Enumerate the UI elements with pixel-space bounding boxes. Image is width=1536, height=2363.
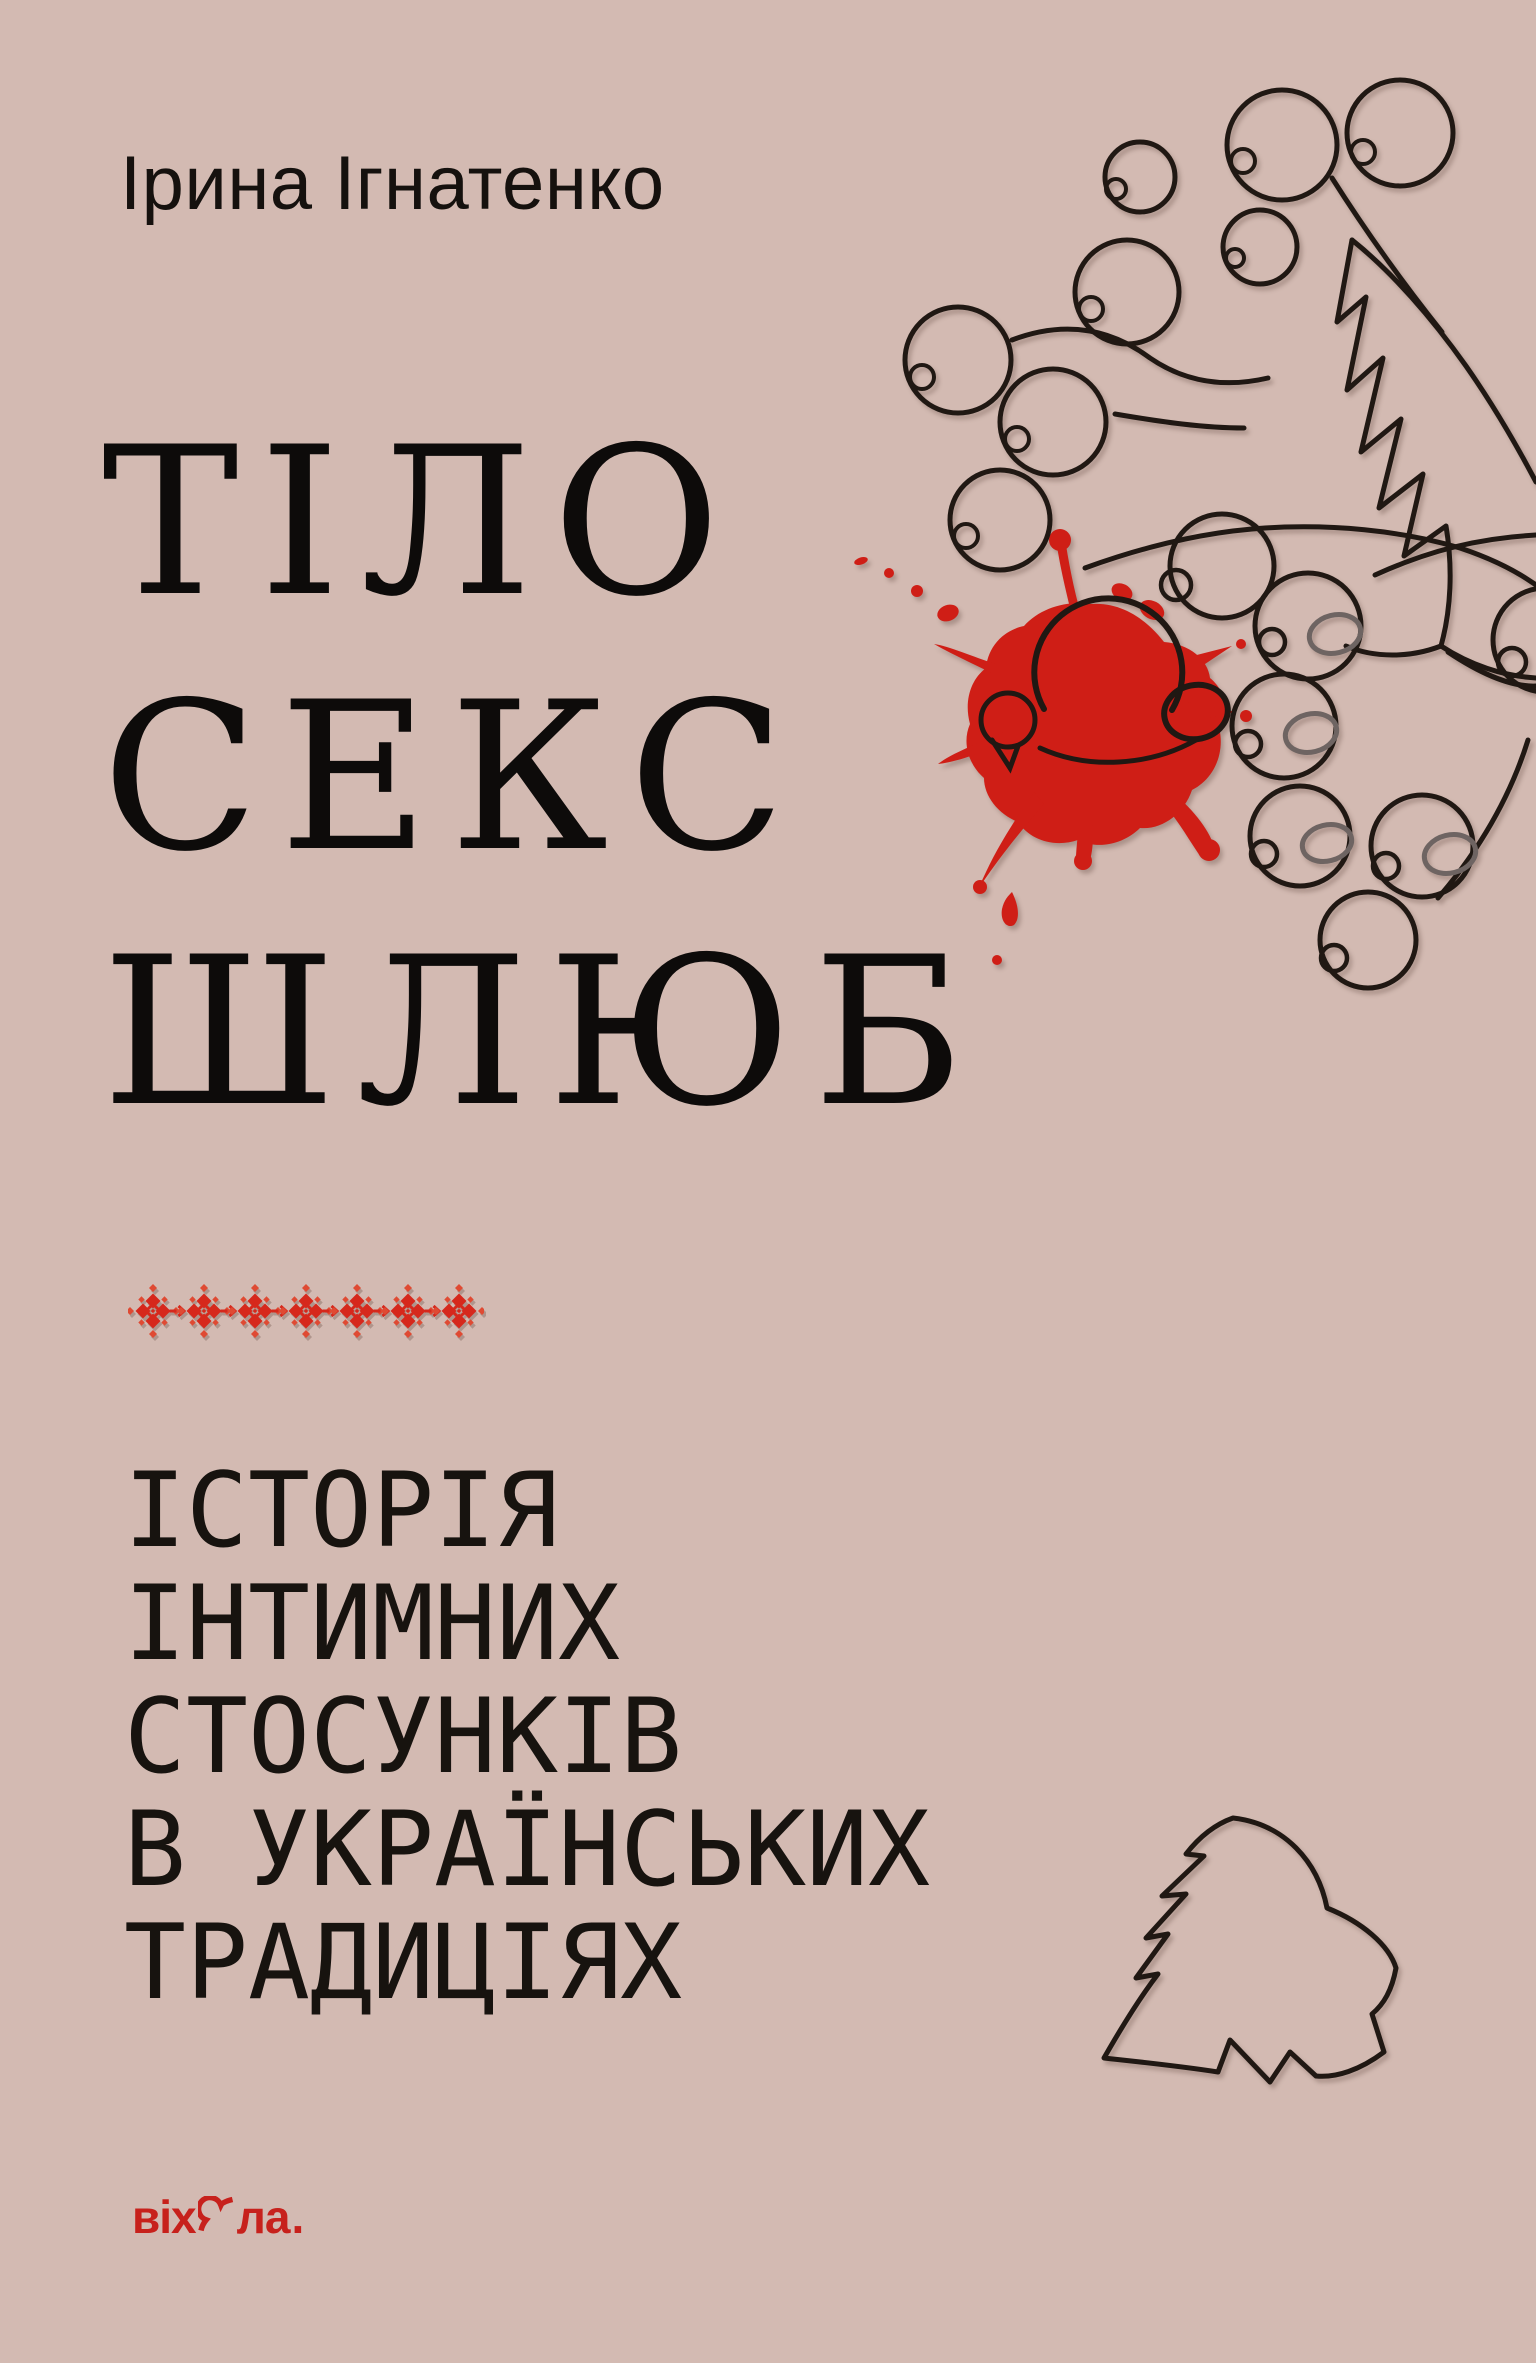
author-name: Ірина Ігнатенко bbox=[120, 141, 665, 226]
subtitle-line: ІНТИМНИХ bbox=[124, 1564, 621, 1684]
leaf-top-right bbox=[1337, 240, 1536, 678]
leaf-bottom-right bbox=[1104, 1818, 1396, 2082]
subtitle-line: СТОСУНКІВ bbox=[124, 1677, 683, 1797]
book-title bbox=[102, 396, 984, 1161]
subtitle-line: ІСТОРІЯ bbox=[124, 1451, 559, 1571]
publisher-logo bbox=[132, 2191, 304, 2243]
publisher-logo-dot: . bbox=[291, 2191, 304, 2243]
publisher-logo-text: ла bbox=[236, 2191, 290, 2243]
title-line: ТІЛО bbox=[102, 404, 741, 642]
subtitle-line: ТРАДИЦІЯХ bbox=[124, 1903, 683, 2023]
book-subtitle bbox=[124, 1451, 931, 2023]
publisher-logo-text: віх bbox=[132, 2191, 196, 2243]
subtitle-line: В УКРАЇНСЬКИХ bbox=[124, 1790, 931, 1910]
title-line: ШЛЮБ bbox=[102, 914, 985, 1152]
title-line: СЕКС bbox=[102, 659, 807, 897]
hurricane-swirl-icon bbox=[198, 2196, 236, 2234]
embroidery-ornament-band bbox=[128, 1281, 484, 1341]
